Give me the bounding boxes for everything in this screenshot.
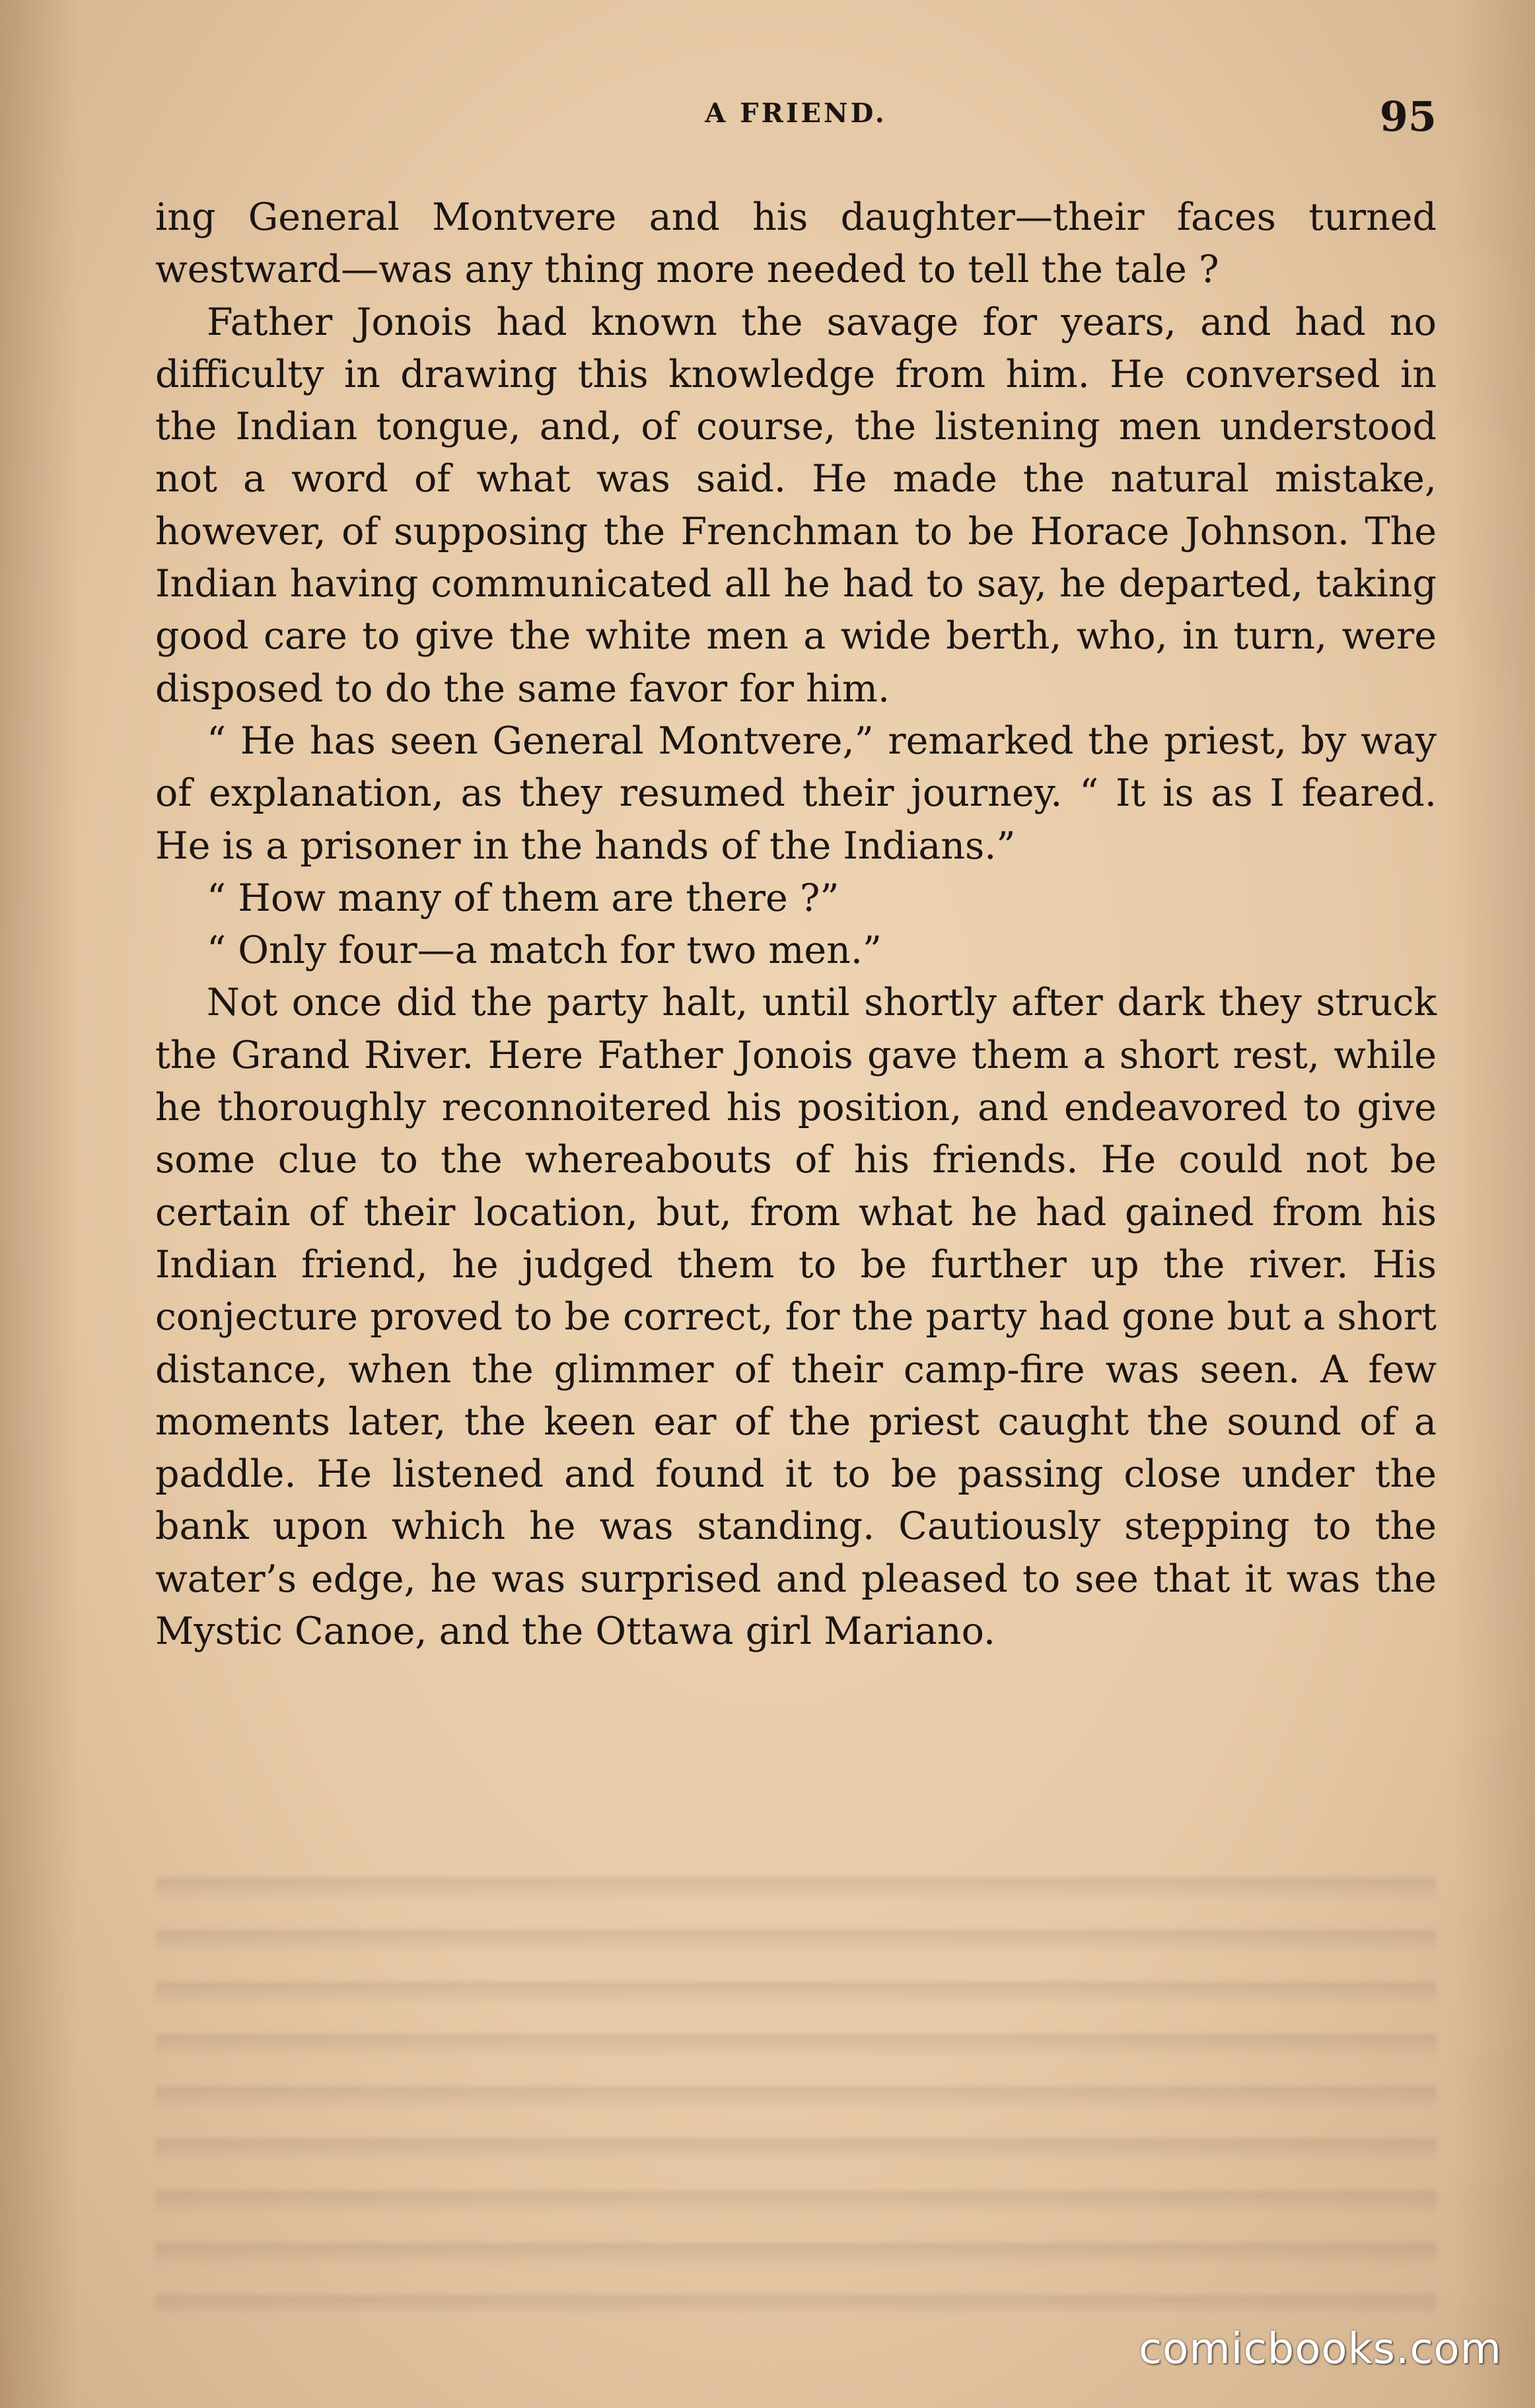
page-number: 95 xyxy=(1379,92,1437,141)
paragraph: “ Only four—a match for two men.” xyxy=(207,929,882,973)
paragraph-continued: ing General Montvere and his daughter—their faces turned westward—was any thing more needed to tell the tale ? xyxy=(155,195,1437,292)
paragraph: Father Jonois had known the savage for years, and had no difficulty in drawing this knowledge from him. He conversed in the Indian tongue, and, of course, the listening men understood not a word of what was said. He made the natural mistake, however, of supposing the Frenchman to be Horace Johnson. The Indian having communicated all he had to say, he departed, taking good care to give the white men a wide berth, who, in turn, were disposed to do the same favor for him. xyxy=(155,300,1437,711)
paragraph: “ How many of them are there ?” xyxy=(207,876,839,920)
site-watermark: comicbooks.com xyxy=(1138,2325,1502,2374)
body-text xyxy=(155,192,1437,1658)
running-head xyxy=(155,92,1437,151)
paragraph: “ He has seen General Montvere,” remarked the priest, by way of explanation, as they resumed their journey. “ It is as I feared. He is a prisoner in the hands of the Indians.” xyxy=(155,719,1437,868)
paragraph: Not once did the party halt, until shortly after dark they struck the Grand River. Here Father Jonois gave them a short rest, while he thoroughly reconnoitered his position, and endeavored to give some clue to the whereabouts of his friends. He could not be certain of their location, but, from what he had gained from his Indian friend, he judged them to be further up the river. His conjecture proved to be correct, for the party had gone but a short distance, when the glimmer of their camp-fire was seen. A few moments later, the keen ear of the priest caught the sound of a paddle. He listened and found it to be passing close under the bank upon which he was standing. Cautiously stepping to the water’s edge, he was surprised and pleased to see that it was the Mystic Canoe, and the Ottawa girl Mariano. xyxy=(155,981,1437,1654)
bleed-through-shadow xyxy=(155,1849,1437,2312)
running-title: A FRIEND. xyxy=(705,98,887,129)
